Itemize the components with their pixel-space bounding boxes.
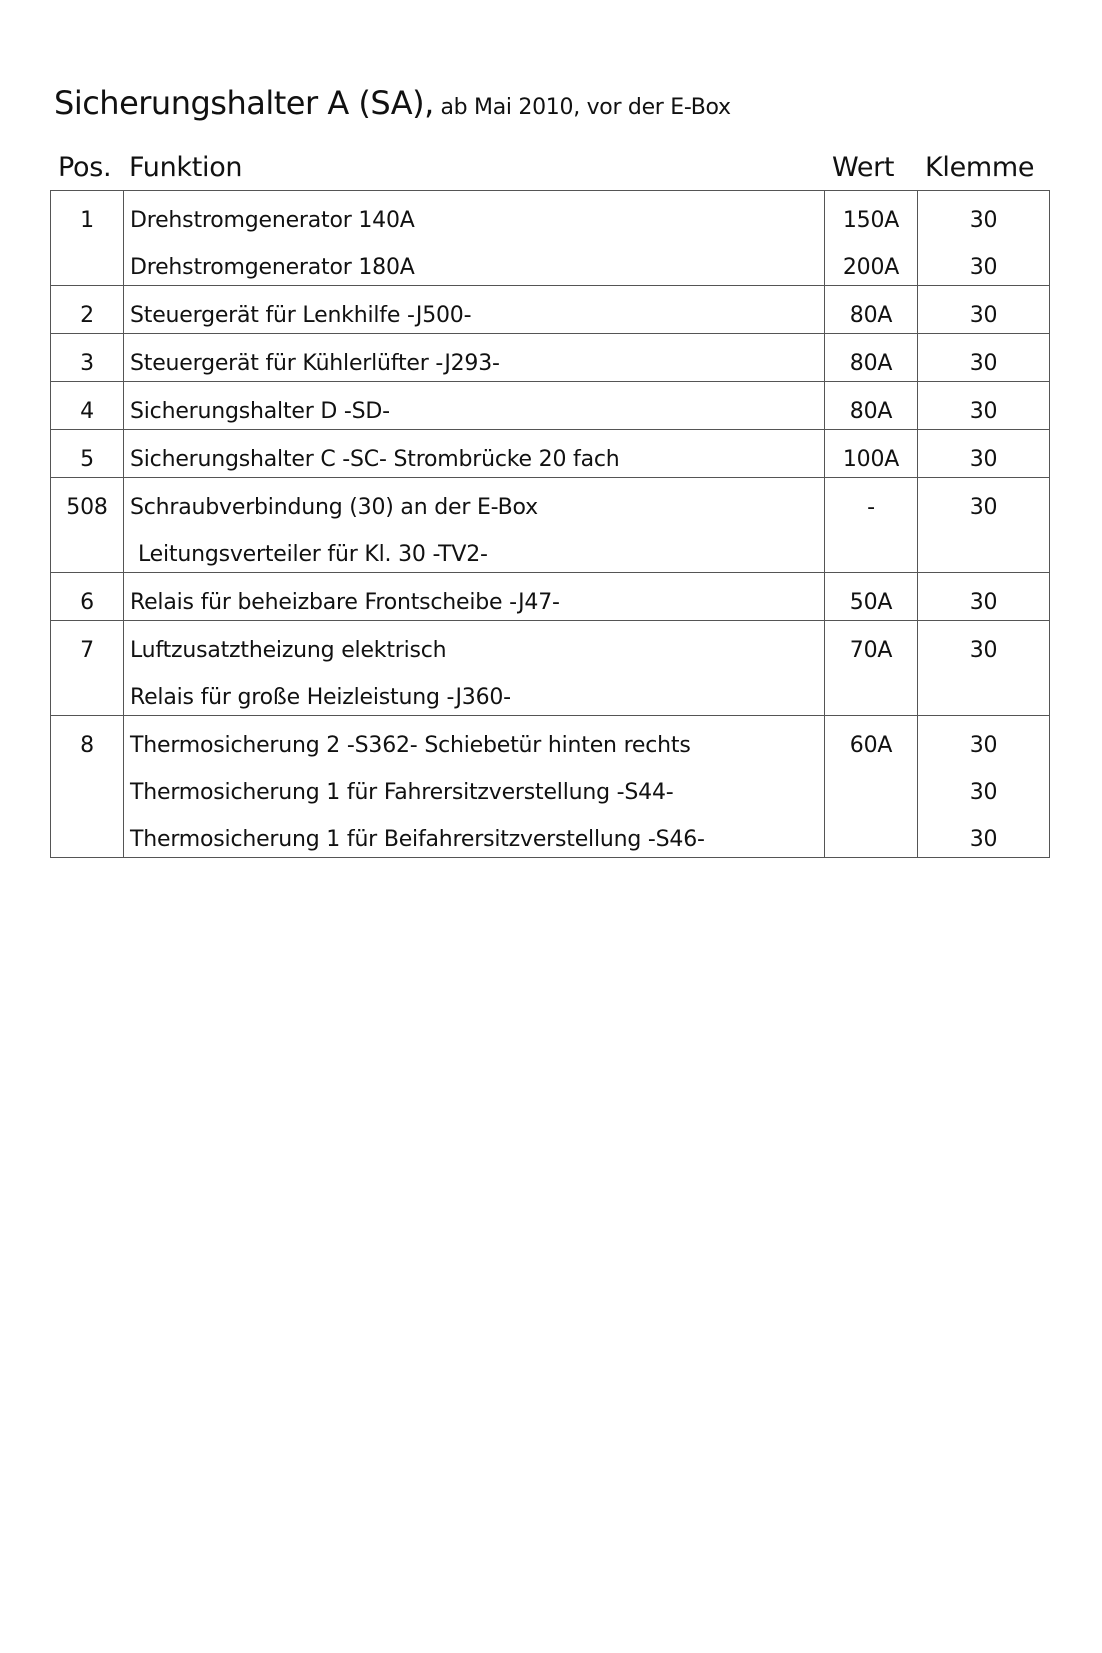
table-row [51, 716, 1050, 858]
column-header-klemme: Klemme [925, 152, 1035, 183]
cell-funktion [124, 478, 825, 573]
klemme-value: 30 [969, 255, 998, 280]
pos-value [51, 525, 123, 572]
funktion-text: Drehstromgenerator 180A [130, 255, 415, 280]
page-title [54, 84, 731, 122]
pos-value [51, 810, 123, 857]
funktion-text: Steuergerät für Lenkhilfe -J500- [130, 303, 472, 328]
pos-value: 8 [80, 733, 94, 758]
cell-klemme [918, 191, 1050, 286]
table-row [51, 334, 1050, 382]
klemme-value: 30 [969, 827, 998, 852]
table-row [51, 573, 1050, 621]
cell-wert [825, 382, 918, 430]
cell-klemme [918, 716, 1050, 858]
wert-value: 50A [849, 590, 893, 615]
pos-value: 1 [80, 208, 94, 233]
cell-wert [825, 573, 918, 621]
funktion-text: Thermosicherung 1 für Beifahrersitzverstellung -S46- [130, 827, 705, 852]
wert-value: 100A [842, 447, 900, 472]
cell-wert [825, 191, 918, 286]
cell-wert [825, 716, 918, 858]
cell-pos [51, 430, 124, 478]
table-row [51, 621, 1050, 716]
pos-value: 2 [80, 303, 94, 328]
klemme-value: 30 [969, 208, 998, 233]
column-header-funktion: Funktion [129, 152, 243, 183]
cell-wert [825, 430, 918, 478]
table-row [51, 382, 1050, 430]
klemme-value: 30 [969, 351, 998, 376]
wert-value: 200A [842, 255, 900, 280]
pos-value: 4 [80, 399, 94, 424]
cell-pos [51, 334, 124, 382]
cell-funktion [124, 382, 825, 430]
funktion-text: Schraubverbindung (30) an der E-Box [130, 495, 538, 520]
wert-value: 70A [849, 638, 893, 663]
title-main: Sicherungshalter A (SA), [54, 84, 434, 122]
cell-pos [51, 191, 124, 286]
column-header-wert: Wert [832, 152, 895, 183]
cell-pos [51, 716, 124, 858]
table-row [51, 430, 1050, 478]
wert-value: 60A [849, 733, 893, 758]
wert-value: - [867, 495, 875, 520]
wert-value [825, 668, 917, 715]
funktion-text: Relais für beheizbare Frontscheibe -J47- [130, 590, 560, 615]
wert-value [825, 763, 917, 810]
wert-value: 150A [842, 208, 900, 233]
funktion-text: Leitungsverteiler für Kl. 30 -TV2- [138, 542, 488, 567]
klemme-value: 30 [969, 399, 998, 424]
cell-klemme [918, 334, 1050, 382]
table-row [51, 286, 1050, 334]
klemme-value [918, 525, 1049, 572]
pos-value: 508 [66, 495, 108, 520]
column-header-pos: Pos. [58, 152, 112, 183]
wert-value: 80A [849, 303, 893, 328]
cell-wert [825, 334, 918, 382]
cell-pos [51, 621, 124, 716]
funktion-text: Sicherungshalter C -SC- Strombrücke 20 fach [130, 447, 620, 472]
cell-klemme [918, 621, 1050, 716]
cell-funktion [124, 191, 825, 286]
klemme-value: 30 [969, 590, 998, 615]
cell-klemme [918, 286, 1050, 334]
cell-pos [51, 382, 124, 430]
pos-value: 3 [80, 351, 94, 376]
klemme-value: 30 [969, 638, 998, 663]
klemme-value: 30 [969, 733, 998, 758]
cell-wert [825, 478, 918, 573]
cell-klemme [918, 573, 1050, 621]
cell-wert [825, 286, 918, 334]
cell-funktion [124, 621, 825, 716]
cell-funktion [124, 286, 825, 334]
cell-klemme [918, 382, 1050, 430]
fuse-table [50, 190, 1050, 858]
pos-value [51, 238, 123, 285]
cell-funktion [124, 573, 825, 621]
klemme-value: 30 [969, 495, 998, 520]
wert-value: 80A [849, 399, 893, 424]
funktion-text: Thermosicherung 1 für Fahrersitzverstellung -S44- [130, 780, 674, 805]
klemme-value: 30 [969, 303, 998, 328]
pos-value: 6 [80, 590, 94, 615]
table-row [51, 191, 1050, 286]
funktion-text: Sicherungshalter D -SD- [130, 399, 390, 424]
wert-value: 80A [849, 351, 893, 376]
cell-pos [51, 573, 124, 621]
cell-klemme [918, 430, 1050, 478]
cell-funktion [124, 430, 825, 478]
cell-klemme [918, 478, 1050, 573]
pos-value: 7 [80, 638, 94, 663]
wert-value [825, 810, 917, 857]
funktion-text: Luftzusatztheizung elektrisch [130, 638, 447, 663]
klemme-value: 30 [969, 780, 998, 805]
funktion-text: Thermosicherung 2 -S362- Schiebetür hinten rechts [130, 733, 691, 758]
funktion-text: Drehstromgenerator 140A [130, 208, 415, 233]
pos-value [51, 668, 123, 715]
cell-wert [825, 621, 918, 716]
pos-value: 5 [80, 447, 94, 472]
cell-funktion [124, 716, 825, 858]
klemme-value [918, 668, 1049, 715]
klemme-value: 30 [969, 447, 998, 472]
cell-pos [51, 286, 124, 334]
cell-funktion [124, 334, 825, 382]
cell-pos [51, 478, 124, 573]
wert-value [825, 525, 917, 572]
funktion-text: Relais für große Heizleistung -J360- [130, 685, 511, 710]
funktion-text: Steuergerät für Kühlerlüfter -J293- [130, 351, 500, 376]
pos-value [51, 763, 123, 810]
title-subtitle: ab Mai 2010, vor der E-Box [433, 95, 731, 120]
table-row [51, 478, 1050, 573]
